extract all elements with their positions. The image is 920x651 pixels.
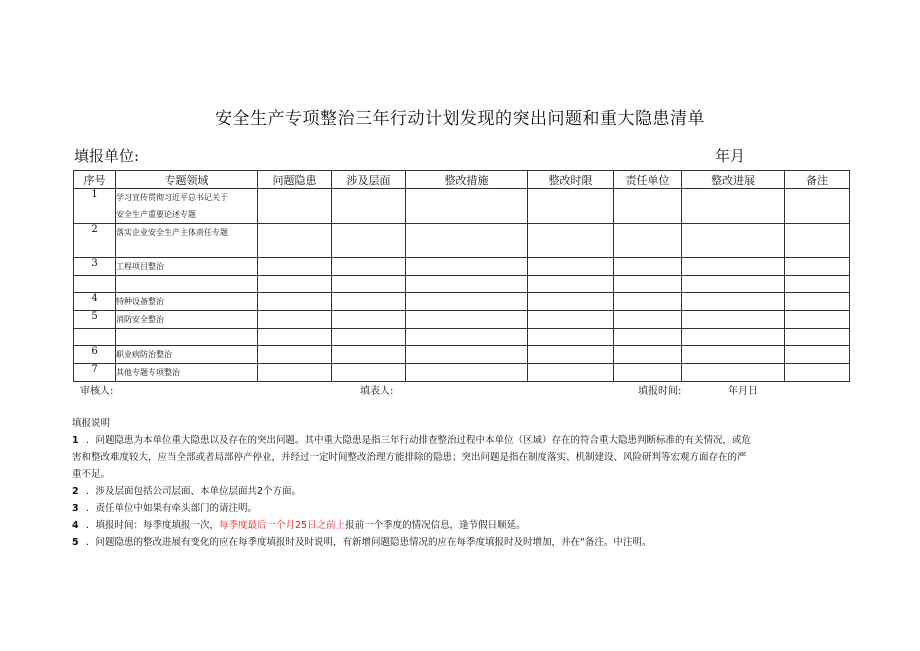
deadline-highlight: 每季度最后一个月25日之前上 bbox=[219, 520, 346, 531]
table-row bbox=[74, 224, 850, 258]
row-topic bbox=[116, 189, 258, 224]
empty-cell[interactable] bbox=[258, 258, 332, 276]
table-row bbox=[74, 189, 850, 224]
empty-cell[interactable] bbox=[682, 311, 785, 329]
hazard-list-table bbox=[73, 170, 850, 382]
instruction-text: ．问题隐患为本单位重大隐患以及存在的突出问题。其中重大隐患是指三年行动排查整治过程中本单位（区域）存在的符合重大隐患判断标准的有关情况，或危 bbox=[86, 435, 752, 446]
empty-cell[interactable] bbox=[406, 293, 528, 311]
empty-cell[interactable] bbox=[332, 293, 406, 311]
fill-unit-label: 填报单位: bbox=[74, 147, 140, 165]
empty-cell[interactable] bbox=[332, 224, 406, 258]
instruction-text: ．问题隐患的整改进展有变化的应在每季度填报时及时说明，有新增问题隐患情况的应在每季度填报时及时增加，并在“备注。中注明。 bbox=[86, 537, 652, 548]
empty-cell[interactable] bbox=[785, 311, 850, 329]
table-row bbox=[74, 258, 850, 276]
header-progress: 整改进展 bbox=[682, 171, 785, 189]
empty-cell[interactable] bbox=[682, 224, 785, 258]
empty-cell[interactable] bbox=[258, 311, 332, 329]
instruction-item bbox=[72, 500, 862, 517]
empty-cell[interactable] bbox=[406, 346, 528, 364]
empty-cell[interactable] bbox=[332, 258, 406, 276]
empty-cell[interactable] bbox=[332, 189, 406, 224]
fill-time-label: 填报时间: bbox=[638, 386, 682, 397]
instruction-text: ．责任单位中如果有牵头部门的请注明。 bbox=[86, 503, 258, 514]
row-number bbox=[74, 329, 116, 346]
table-row bbox=[74, 364, 850, 382]
header-deadline: 整改时限 bbox=[528, 171, 614, 189]
row-number: 6 bbox=[74, 346, 116, 364]
year-month-label: 年月 bbox=[715, 147, 746, 165]
table-row bbox=[74, 346, 850, 364]
empty-cell[interactable] bbox=[406, 224, 528, 258]
empty-cell[interactable] bbox=[332, 364, 406, 382]
topic-line: 特种设备整治 bbox=[116, 297, 164, 306]
empty-cell[interactable] bbox=[528, 311, 614, 329]
header-remarks: 备注 bbox=[785, 171, 850, 189]
instruction-text: 报前一个季度的情况信息，逢节假日顺延。 bbox=[345, 520, 526, 531]
empty-cell[interactable] bbox=[406, 364, 528, 382]
topic-line: 其他专题专项整治 bbox=[116, 368, 180, 377]
instruction-number: 4 bbox=[72, 520, 79, 531]
empty-cell[interactable] bbox=[406, 276, 528, 293]
empty-cell[interactable] bbox=[614, 258, 682, 276]
empty-cell[interactable] bbox=[785, 346, 850, 364]
table-header-row bbox=[74, 171, 850, 189]
reviewer-label: 审核人: bbox=[80, 386, 114, 397]
instruction-continuation: 害和整改难度较大，应当全部或者局部停产停业，并经过一定时间整改治理方能排除的隐患；突出问题是指在制度落实、机制建设、风险研判等宏观方面存在的严 bbox=[72, 452, 747, 463]
empty-cell[interactable] bbox=[258, 364, 332, 382]
empty-cell[interactable] bbox=[785, 293, 850, 311]
empty-cell[interactable] bbox=[258, 329, 332, 346]
instruction-item bbox=[72, 517, 862, 534]
empty-cell[interactable] bbox=[682, 276, 785, 293]
empty-cell[interactable] bbox=[682, 346, 785, 364]
empty-cell[interactable] bbox=[614, 364, 682, 382]
header-unit: 责任单位 bbox=[614, 171, 682, 189]
instruction-item bbox=[72, 483, 862, 500]
empty-cell[interactable] bbox=[682, 189, 785, 224]
instruction-number: 2 bbox=[72, 486, 79, 497]
row-topic bbox=[116, 329, 258, 346]
empty-cell[interactable] bbox=[528, 276, 614, 293]
empty-cell[interactable] bbox=[332, 276, 406, 293]
topic-line: 消防安全整治 bbox=[116, 315, 164, 324]
topic-line: 落实企业安全生产主体责任专题 bbox=[116, 228, 228, 237]
empty-cell[interactable] bbox=[528, 346, 614, 364]
empty-cell[interactable] bbox=[785, 364, 850, 382]
row-number: 1 bbox=[74, 189, 116, 224]
row-number: 2 bbox=[74, 224, 116, 258]
instruction-continuation: 重不足。 bbox=[72, 469, 111, 480]
empty-cell[interactable] bbox=[528, 189, 614, 224]
empty-cell[interactable] bbox=[406, 258, 528, 276]
topic-line: 安全生产重要论述专题 bbox=[116, 210, 196, 219]
row-number bbox=[74, 276, 116, 293]
date-label: 年月日 bbox=[728, 386, 758, 397]
empty-cell[interactable] bbox=[258, 346, 332, 364]
row-number: 5 bbox=[74, 311, 116, 329]
empty-cell[interactable] bbox=[528, 224, 614, 258]
row-topic bbox=[116, 311, 258, 329]
empty-cell[interactable] bbox=[614, 224, 682, 258]
row-topic bbox=[116, 258, 258, 276]
empty-cell[interactable] bbox=[682, 293, 785, 311]
empty-cell[interactable] bbox=[614, 346, 682, 364]
empty-cell[interactable] bbox=[332, 311, 406, 329]
empty-cell[interactable] bbox=[682, 364, 785, 382]
instruction-number: 1 bbox=[72, 435, 79, 446]
filler-label: 填表人: bbox=[360, 386, 394, 397]
row-topic bbox=[116, 364, 258, 382]
empty-cell[interactable] bbox=[528, 258, 614, 276]
header-no: 序号 bbox=[74, 171, 116, 189]
empty-cell[interactable] bbox=[258, 189, 332, 224]
topic-line: 学习宣传贯彻习近平总书记关于 bbox=[116, 193, 228, 202]
instruction-item bbox=[72, 432, 862, 449]
empty-cell[interactable] bbox=[614, 293, 682, 311]
empty-cell[interactable] bbox=[785, 224, 850, 258]
filling-instructions bbox=[72, 415, 862, 551]
empty-cell[interactable] bbox=[528, 364, 614, 382]
topic-line: 工程项目整治 bbox=[116, 262, 164, 271]
row-topic bbox=[116, 346, 258, 364]
table-row bbox=[74, 293, 850, 311]
table-row bbox=[74, 311, 850, 329]
empty-cell[interactable] bbox=[785, 258, 850, 276]
empty-cell[interactable] bbox=[406, 329, 528, 346]
empty-cell[interactable] bbox=[332, 329, 406, 346]
empty-cell[interactable] bbox=[332, 346, 406, 364]
table-row bbox=[74, 276, 850, 293]
table-row bbox=[74, 329, 850, 346]
row-number: 4 bbox=[74, 293, 116, 311]
empty-cell[interactable] bbox=[528, 293, 614, 311]
empty-cell[interactable] bbox=[682, 329, 785, 346]
empty-cell[interactable] bbox=[614, 189, 682, 224]
row-number: 7 bbox=[74, 364, 116, 382]
instruction-item bbox=[72, 534, 862, 551]
instruction-number: 3 bbox=[72, 503, 79, 514]
header-topic: 专题领域 bbox=[116, 171, 258, 189]
empty-cell[interactable] bbox=[614, 311, 682, 329]
row-topic bbox=[116, 276, 258, 293]
empty-cell[interactable] bbox=[528, 329, 614, 346]
header-measures: 整改措施 bbox=[406, 171, 528, 189]
instruction-text: ．填报时间：每季度填报一次， bbox=[86, 520, 220, 531]
topic-line: 职业病防治整治 bbox=[116, 350, 172, 359]
empty-cell[interactable] bbox=[258, 276, 332, 293]
empty-cell[interactable] bbox=[258, 224, 332, 258]
empty-cell[interactable] bbox=[406, 311, 528, 329]
empty-cell[interactable] bbox=[785, 189, 850, 224]
row-topic bbox=[116, 293, 258, 311]
row-number: 3 bbox=[74, 258, 116, 276]
empty-cell[interactable] bbox=[785, 329, 850, 346]
header-issue: 问题隐患 bbox=[258, 171, 332, 189]
instruction-text: ．涉及层面包括公司层面、本单位层面共2个方面。 bbox=[86, 486, 302, 497]
page-title: 安全生产专项整治三年行动计划发现的突出问题和重大隐患清单 bbox=[215, 109, 705, 129]
empty-cell[interactable] bbox=[258, 293, 332, 311]
empty-cell[interactable] bbox=[406, 189, 528, 224]
header-level: 涉及层面 bbox=[332, 171, 406, 189]
empty-cell[interactable] bbox=[682, 258, 785, 276]
instructions-heading: 填报说明 bbox=[72, 418, 111, 429]
empty-cell[interactable] bbox=[614, 276, 682, 293]
empty-cell[interactable] bbox=[785, 276, 850, 293]
row-topic bbox=[116, 224, 258, 258]
empty-cell[interactable] bbox=[614, 329, 682, 346]
instruction-number: 5 bbox=[72, 537, 79, 548]
